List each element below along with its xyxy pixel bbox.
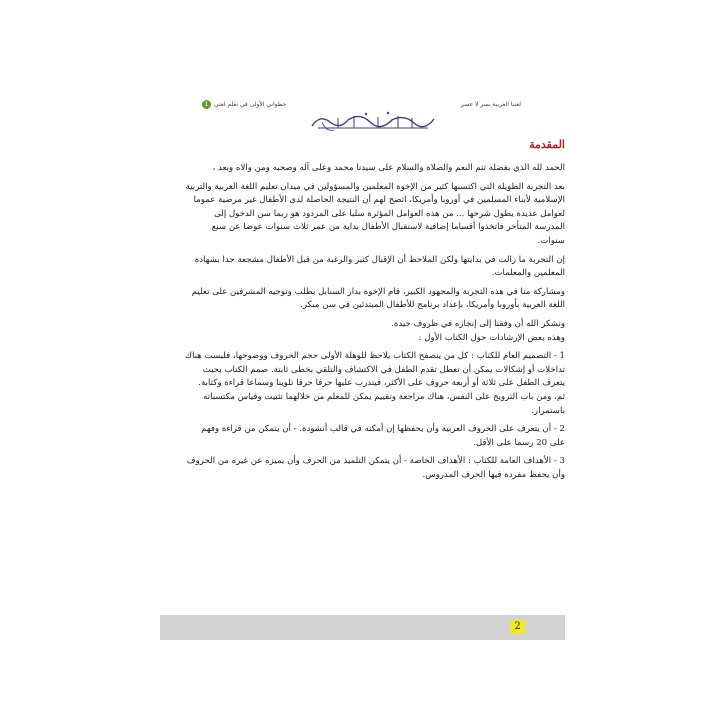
section-title: المقدمة xyxy=(529,138,565,151)
footer-bar xyxy=(160,615,565,640)
paragraph: ونشكر الله أن وفقنا إلى إنجازه في ظروف جيدة. xyxy=(391,318,565,329)
paragraph: 3 - الأهداف العامة للكتاب : الأهداف الخاصة - أن يتمكن التلميذ من الحرف وأن يميزه عن غيره من الحروف وأن يحفظ مفردة فيها الحرف المدروس. xyxy=(186,456,565,480)
header-left xyxy=(202,100,286,109)
document-page xyxy=(160,90,565,640)
paragraph: الحمد لله الذي بفضله تتم النعم والصلاة والسلام على سيدنا محمد وعلى آله وصحبه ومن والاه وبعد ، xyxy=(212,163,565,173)
paragraph: 1 - التصميم العام للكتاب : كل من يتصفح الكتاب يلاحظ للوهلة الأولى حجم الحروف ووضوحها، فليست هناك تداخلات أو إشكالات يمكن أن تعطل تقدم الطفل في الاكتشاف والتلقي بخطى ثابتة. صمم الكتاب بحيث يتعرف الطفل على ثلاثة أو أربعة حروف على الأكثر، فيتدرب عليها حرفا حرفا تلوينا وسماعا قراءة وكتابة. ثم، ومن باب الترويح على النفس، هناك مراجعة وتقييم يمكن للمعلم من خلالهما تثبيت وقياس مكتسباته باستمرار. xyxy=(185,351,565,416)
page-number: 2 xyxy=(510,620,525,634)
paragraph: بعد التجربة الطويلة التي اكتسبها كثير من الإخوة المعلمين والمسؤولين في ميدان تعليم اللغة العربية والتربية الإسلامية لأبناء المسلمين في أوروبا وأمريكا، اتضح لهم أن النتيجة الحاصلة لدى الأطفال غير مرضية عموما لعوامل عديدة يطول شرحها ... من هذه العوامل المؤثرة سلبا على المردود هو ربما سن الدخول إلى المدرسة المتأخر فاتخذوا أقساما إضافية لاستقبال الأطفال بداية من عمر ثلاث سنوات عوضا عن سبع سنوات. xyxy=(185,181,565,246)
paragraph: وهذه بعض الإرشادات حول الكتاب الأول : xyxy=(418,332,565,343)
paragraph: ومشاركة منا في هذه التجربة والمجهود الكبير، قام الإخوة بدار السنابل بطلب وتوجيه المشرفين على تعليم اللغة العربية بأوروبا وأمريكا، بإعداد برنامج للأطفال المبتدئين في سن مبكر. xyxy=(191,286,565,311)
paragraph: إن التجربة ما زالت في بدايتها ولكن الملاحظ أن الإقبال كثير والرغبة من قبل الأطفال مشجعة جدا بشهادة المعلمين والمعلمات. xyxy=(194,254,565,279)
chapter-badge: 1 xyxy=(202,100,211,109)
body-text xyxy=(185,162,565,487)
basmala-calligraphy-icon xyxy=(308,108,438,134)
paragraph: 2 - أن يتعرف على الحروف العربية وأن يحفظها إن أمكنه في قالب أنشودة. - أن يتمكن من قراءة وفهم على 20 رسما على الأقل. xyxy=(201,424,565,448)
header-left-text: خطواتي الأولى في تعلم لغتي xyxy=(214,101,287,108)
header-right-text: لغتنا العربية يسر لا عسر xyxy=(460,101,521,108)
